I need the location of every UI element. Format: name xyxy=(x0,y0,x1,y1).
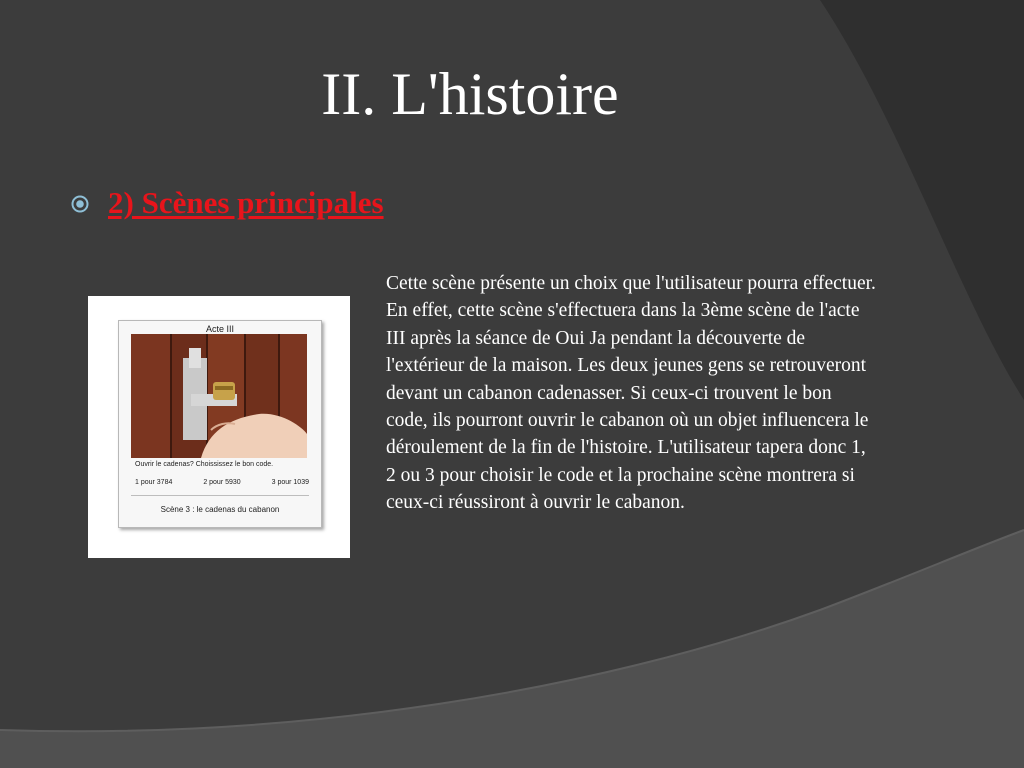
scene-card-title: Scène 3 : le cadenas du cabanon xyxy=(160,505,280,514)
slide-title: II. L'histoire xyxy=(321,61,619,127)
scene-card-divider xyxy=(131,495,309,496)
circle-bullet-icon xyxy=(70,194,90,214)
scene-illustration xyxy=(88,296,350,558)
scene-card-header: Acte III xyxy=(205,324,234,334)
scene-card-question: Ouvrir le cadenas? Choississez le bon code. xyxy=(135,461,274,468)
scene-card xyxy=(118,320,322,528)
section-heading: 2) Scènes principales xyxy=(108,185,384,220)
choice-1: 1 pour 3784 xyxy=(135,479,173,486)
choice-3: 3 pour 1039 xyxy=(271,479,309,486)
scene-card-choices xyxy=(135,479,309,486)
padlock-photo xyxy=(131,334,307,458)
scene-description: Cette scène présente un choix que l'utilisateur pourra effectuer. En effet, cette scène s'effectuera dans la 3ème scène de l'acte III après la séance de Oui Ja pendant la découverte de l'extérieur de la maison. Les deux jeunes gens se retrouveront devant un cabanon cadenasser. Si ceux-ci trouvent le bon code, ils pourront ouvrir le cabanon où un objet influencera le déroulement de la fin de l'histoire. L'utilisateur tapera donc 1, 2 ou 3 pour choisir le code et la prochaine scène montrera si ceux-ci réussiront à ouvrir le cabanon. xyxy=(386,273,876,514)
choice-2: 2 pour 5930 xyxy=(203,479,241,486)
